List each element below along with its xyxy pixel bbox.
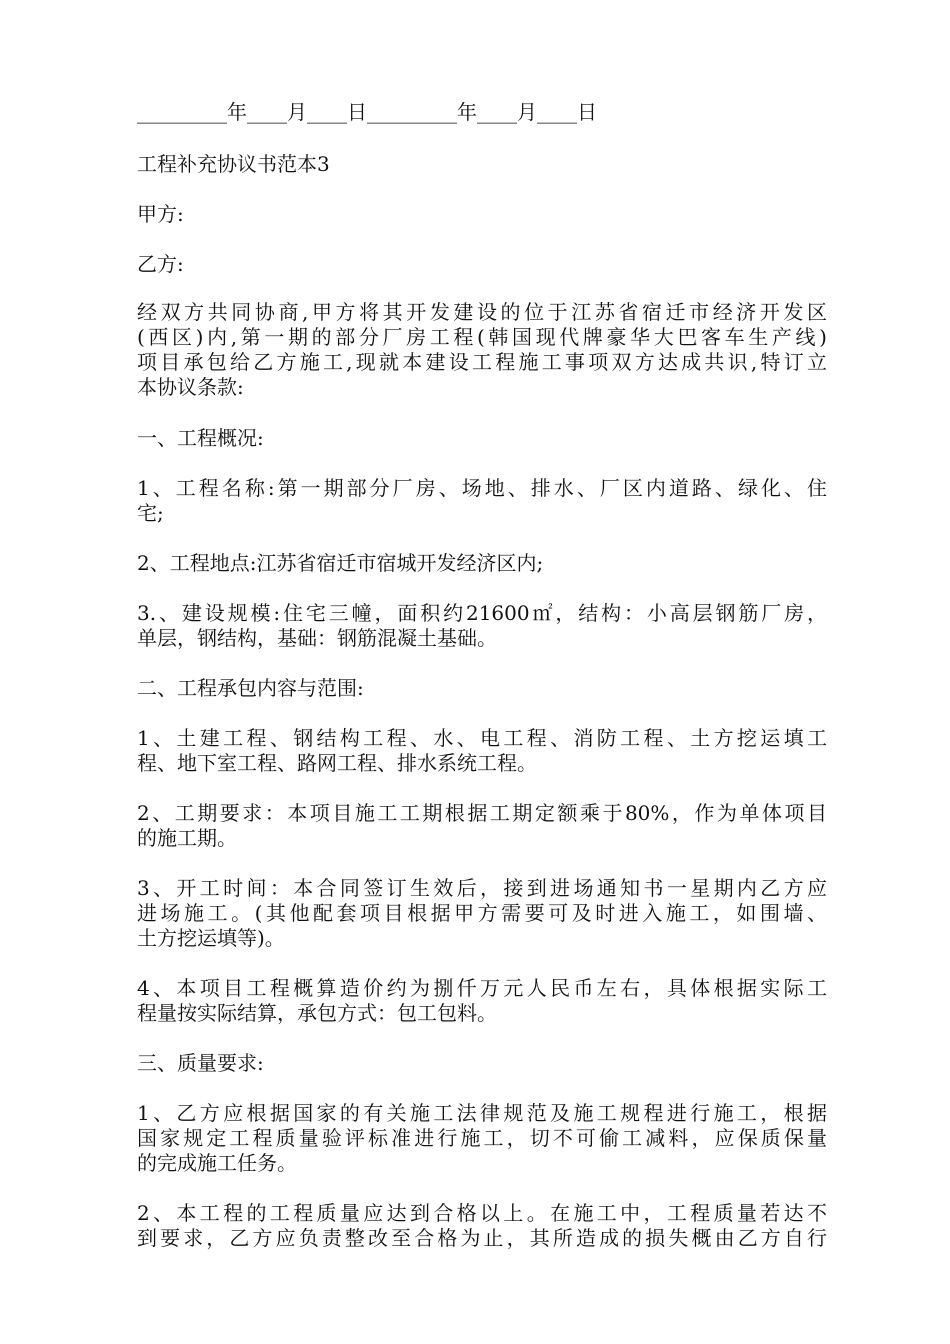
party-a-label: 甲方: [137,202,184,226]
intro-line: (西区)内,第一期的部分厂房工程(韩国现代牌豪华大巴客车生产线) [137,325,827,349]
clause-line: 2、工期要求：本项目施工工期根据工期定额乘于80%，作为单体项目 [137,801,827,825]
clause-line: 3.、建设规模:住宅三幢，面积约21600㎡，结构：小高层钢筋厂房， [137,601,827,625]
clause-line: 土方挖运填等)。 [137,926,285,950]
document-title: 工程补充协议书范本3 [137,152,330,176]
clause-line: 3、开工时间：本合同签订生效后，接到进场通知书一星期内乙方应 [137,876,827,900]
intro-line: 本协议条款: [137,375,244,399]
clause-line: 程、地下室工程、路网工程、排水系统工程。 [137,751,537,775]
clause-line: 1、土建工程、钢结构工程、水、电工程、消防工程、土方挖运填工 [137,726,827,750]
clause-line: 到要求，乙方应负责整改至合格为止，其所造成的损失概由乙方自行 [137,1226,827,1250]
clause-line: 1、工程名称:第一期部分厂房、场地、排水、厂区内道路、绿化、住 [137,476,827,500]
clause-line: 2、工程地点:江苏省宿迁市宿城开发经济区内; [137,551,544,575]
party-b-label: 乙方: [137,252,184,276]
section-heading: 一、工程概况: [137,426,264,450]
clause-line: 4、本项目工程概算造价约为捌仟万元人民币左右，具体根据实际工 [137,976,827,1000]
clause-line: 宅; [137,501,164,525]
clause-line: 进场施工。(其他配套项目根据甲方需要可及时进入施工，如围墙、 [137,901,827,925]
clause-line: 国家规定工程质量验评标准进行施工，切不可偷工减料，应保质保量 [137,1126,827,1150]
clause-line: 程量按实际结算，承包方式：包工包料。 [137,1001,497,1025]
intro-line: 项目承包给乙方施工,现就本建设工程施工事项双方达成共识,特订立 [137,350,827,374]
date-line: _________年____月____日_________年____月____日 [137,100,597,124]
section-heading: 三、质量要求: [137,1051,264,1075]
clause-line: 1、乙方应根据国家的有关施工法律规范及施工规程进行施工，根据 [137,1101,827,1125]
clause-line: 的施工期。 [137,826,237,850]
clause-line: 单层，钢结构，基础：钢筋混凝土基础。 [137,626,497,650]
clause-line: 的完成施工任务。 [137,1151,297,1175]
clause-line: 2、本工程的工程质量应达到合格以上。在施工中，工程质量若达不 [137,1201,827,1225]
section-heading: 二、工程承包内容与范围: [137,676,364,700]
intro-line: 经双方共同协商,甲方将其开发建设的位于江苏省宿迁市经济开发区 [137,300,827,324]
